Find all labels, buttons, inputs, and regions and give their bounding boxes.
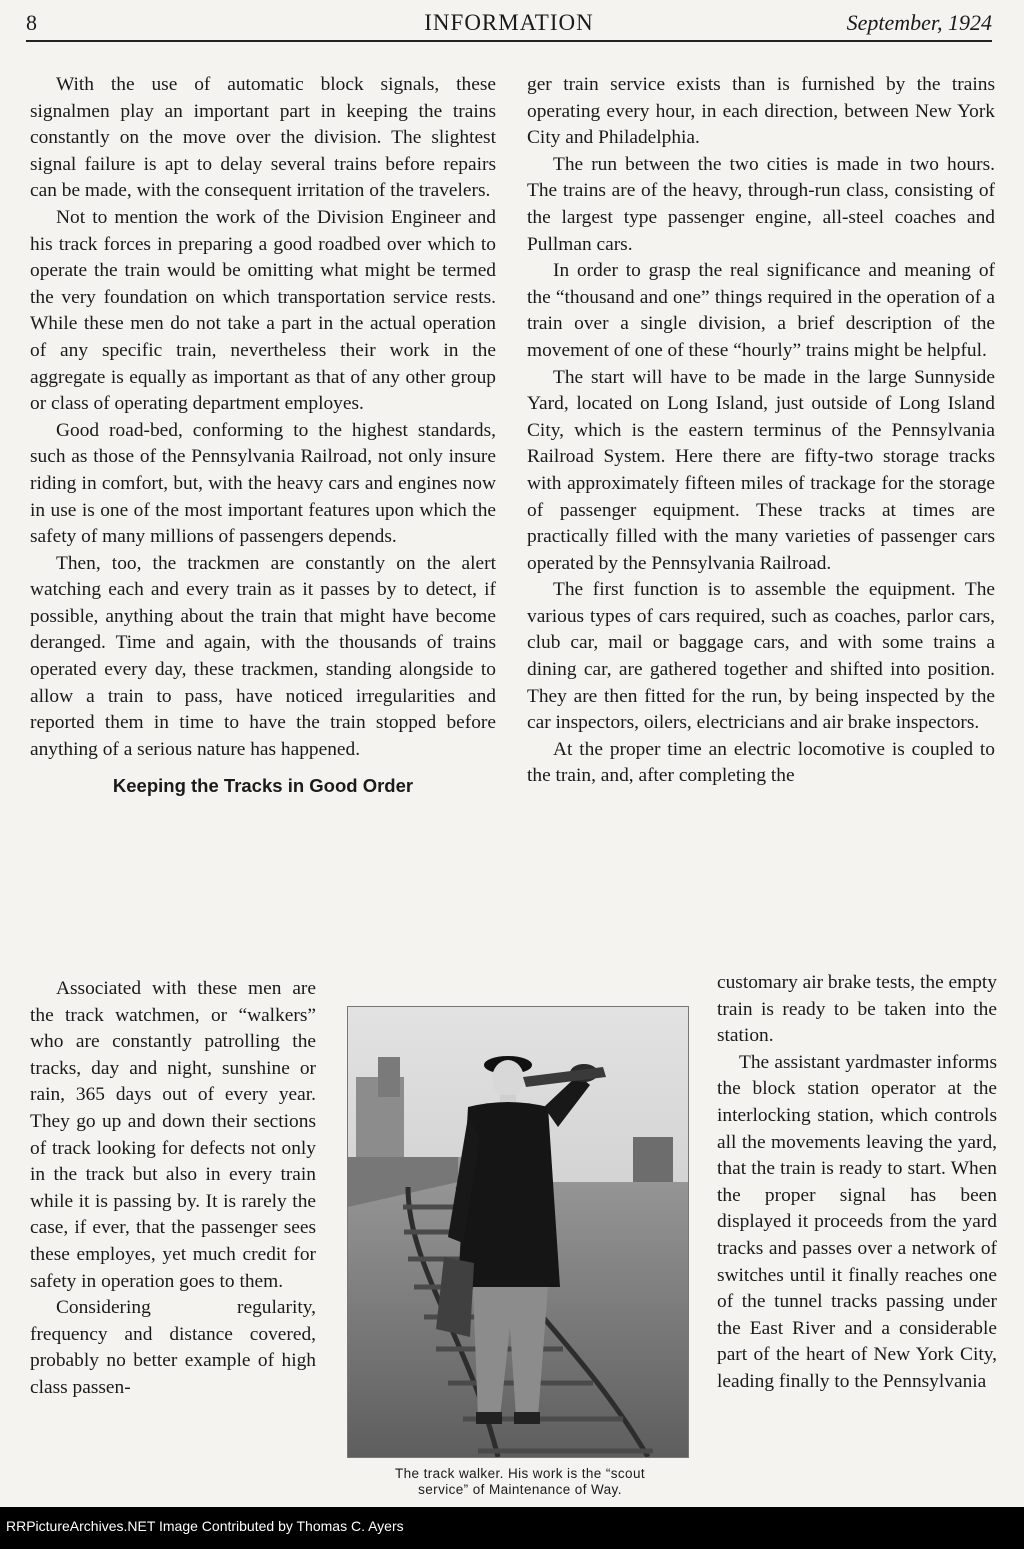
paragraph: The run between the two cities is made in two hours. The trains are of the heavy, through-run class, consisting of the largest type passenger engine, all-steel coaches and Pullman cars. [527, 153, 995, 255]
paragraph: Good road-bed, conforming to the highest standards, such as those of the Pennsylvania Railroad, not only insure riding in comfort, but, with the heavy cars and engines now in use is one of the most important features upon which the safety of many millions of passengers depends. [30, 419, 496, 548]
paragraph: At the proper time an electric locomotive is coupled to the train, and, after completing the [527, 738, 995, 787]
photo-illustration [348, 1007, 688, 1457]
photo-caption [330, 1466, 710, 1498]
image-credit: RRPictureArchives.NET Image Contributed by Thomas C. Ayers [6, 1518, 404, 1534]
track-walker-photo [347, 1006, 689, 1458]
paragraph: Associated with these men are the track watchmen, or “walkers” who are constantly patrolling the tracks, day and night, sunshine or rain, 365 days out of every year. They go up and down their sections of track looking for defects not only in the track but also in every train while it is passing by. It is rarely the case, if ever, that the passenger sees these employes, yet much credit for safety in operation goes to them. [30, 978, 316, 1292]
paragraph: Then, too, the trackmen are constantly on the alert watching each and every train as it passes by to detect, if possible, anything about the train that might have become deranged. Time and again, with the thousands of trains operated every day, these trackmen, standing alongside to allow a train to pass, have noticed irregularities and reported them in time to have the train stopped before anything of a serious nature has happened. [30, 552, 496, 760]
section-subheading: Keeping the Tracks in Good Order [112, 775, 414, 797]
paragraph: With the use of automatic block signals, these signalmen play an important part in keeping the trains constantly on the move over the division. The slightest signal failure is apt to delay several trains before repairs can be made, with the consequent irritation of the travelers. [30, 74, 496, 202]
paragraph: The assistant yardmaster informs the block station operator at the interlocking station, which controls all the movements leaving the yard, that the train is ready to start. When the proper signal has been displayed it proceeds from the yard tracks and passes over a network of switches until it finally reaches one of the tunnel tracks passing under the East River and a considerable part of the heart of New York City, leading finally to the Pennsylvania [717, 1051, 997, 1392]
right-narrow-column [717, 970, 997, 1396]
caption-line: The track walker. His work is the “scout [394, 1466, 646, 1481]
paragraph: The first function is to assemble the equipment. The various types of cars required, such as coaches, parlor cars, club car, mail or baggage cars, and with some trains a dining car, are gathered together and shifted into position. They are then fitted for the run, by being inspected by the car inspectors, oilers, electricians and air brake inspectors. [527, 579, 995, 734]
paragraph: customary air brake tests, the empty train is ready to be taken into the station. [717, 972, 997, 1047]
left-narrow-column [30, 976, 316, 1402]
caption-line: service” of Maintenance of Way. [418, 1482, 622, 1497]
paragraph: ger train service exists than is furnished by the trains operating every hour, in each direction, between New York City and Philadelphia. [527, 74, 995, 149]
paragraph: The start will have to be made in the large Sunnyside Yard, located on Long Island, just outside of Long Island City, which is the eastern terminus of the Pennsylvania Railroad System. Here there are fifty-two storage tracks with approximately fifteen miles of trackage for the storage of passenger equipment. These tracks at times are practically filled with the many varieties of passenger cars operated by the Pennsylvania Railroad. [527, 366, 995, 574]
issue-date: September, 1924 [846, 10, 992, 35]
paragraph: In order to grasp the real significance and meaning of the “thousand and one” things required in the operation of a train over a single division, a brief description of the movement of one of these “hourly” trains might be helpful. [527, 260, 995, 361]
paragraph: Not to mention the work of the Division Engineer and his track forces in preparing a good roadbed over which to operate the train would be omitting what might be termed the very foundation on which transportation service rests. While these men do not take a part in the actual operation of any specific train, nevertheless their work in the aggregate is equally as important as that of any other group or class of operating department employes. [30, 206, 496, 415]
page-header [26, 8, 992, 42]
left-column [30, 72, 496, 806]
publication-title: INFORMATION [424, 10, 594, 35]
paragraph: Considering regularity, frequency and distance covered, probably no better example of high class passen- [30, 1297, 316, 1398]
credit-bar [0, 1507, 1024, 1549]
right-column [527, 72, 995, 790]
page-number: 8 [26, 10, 37, 35]
